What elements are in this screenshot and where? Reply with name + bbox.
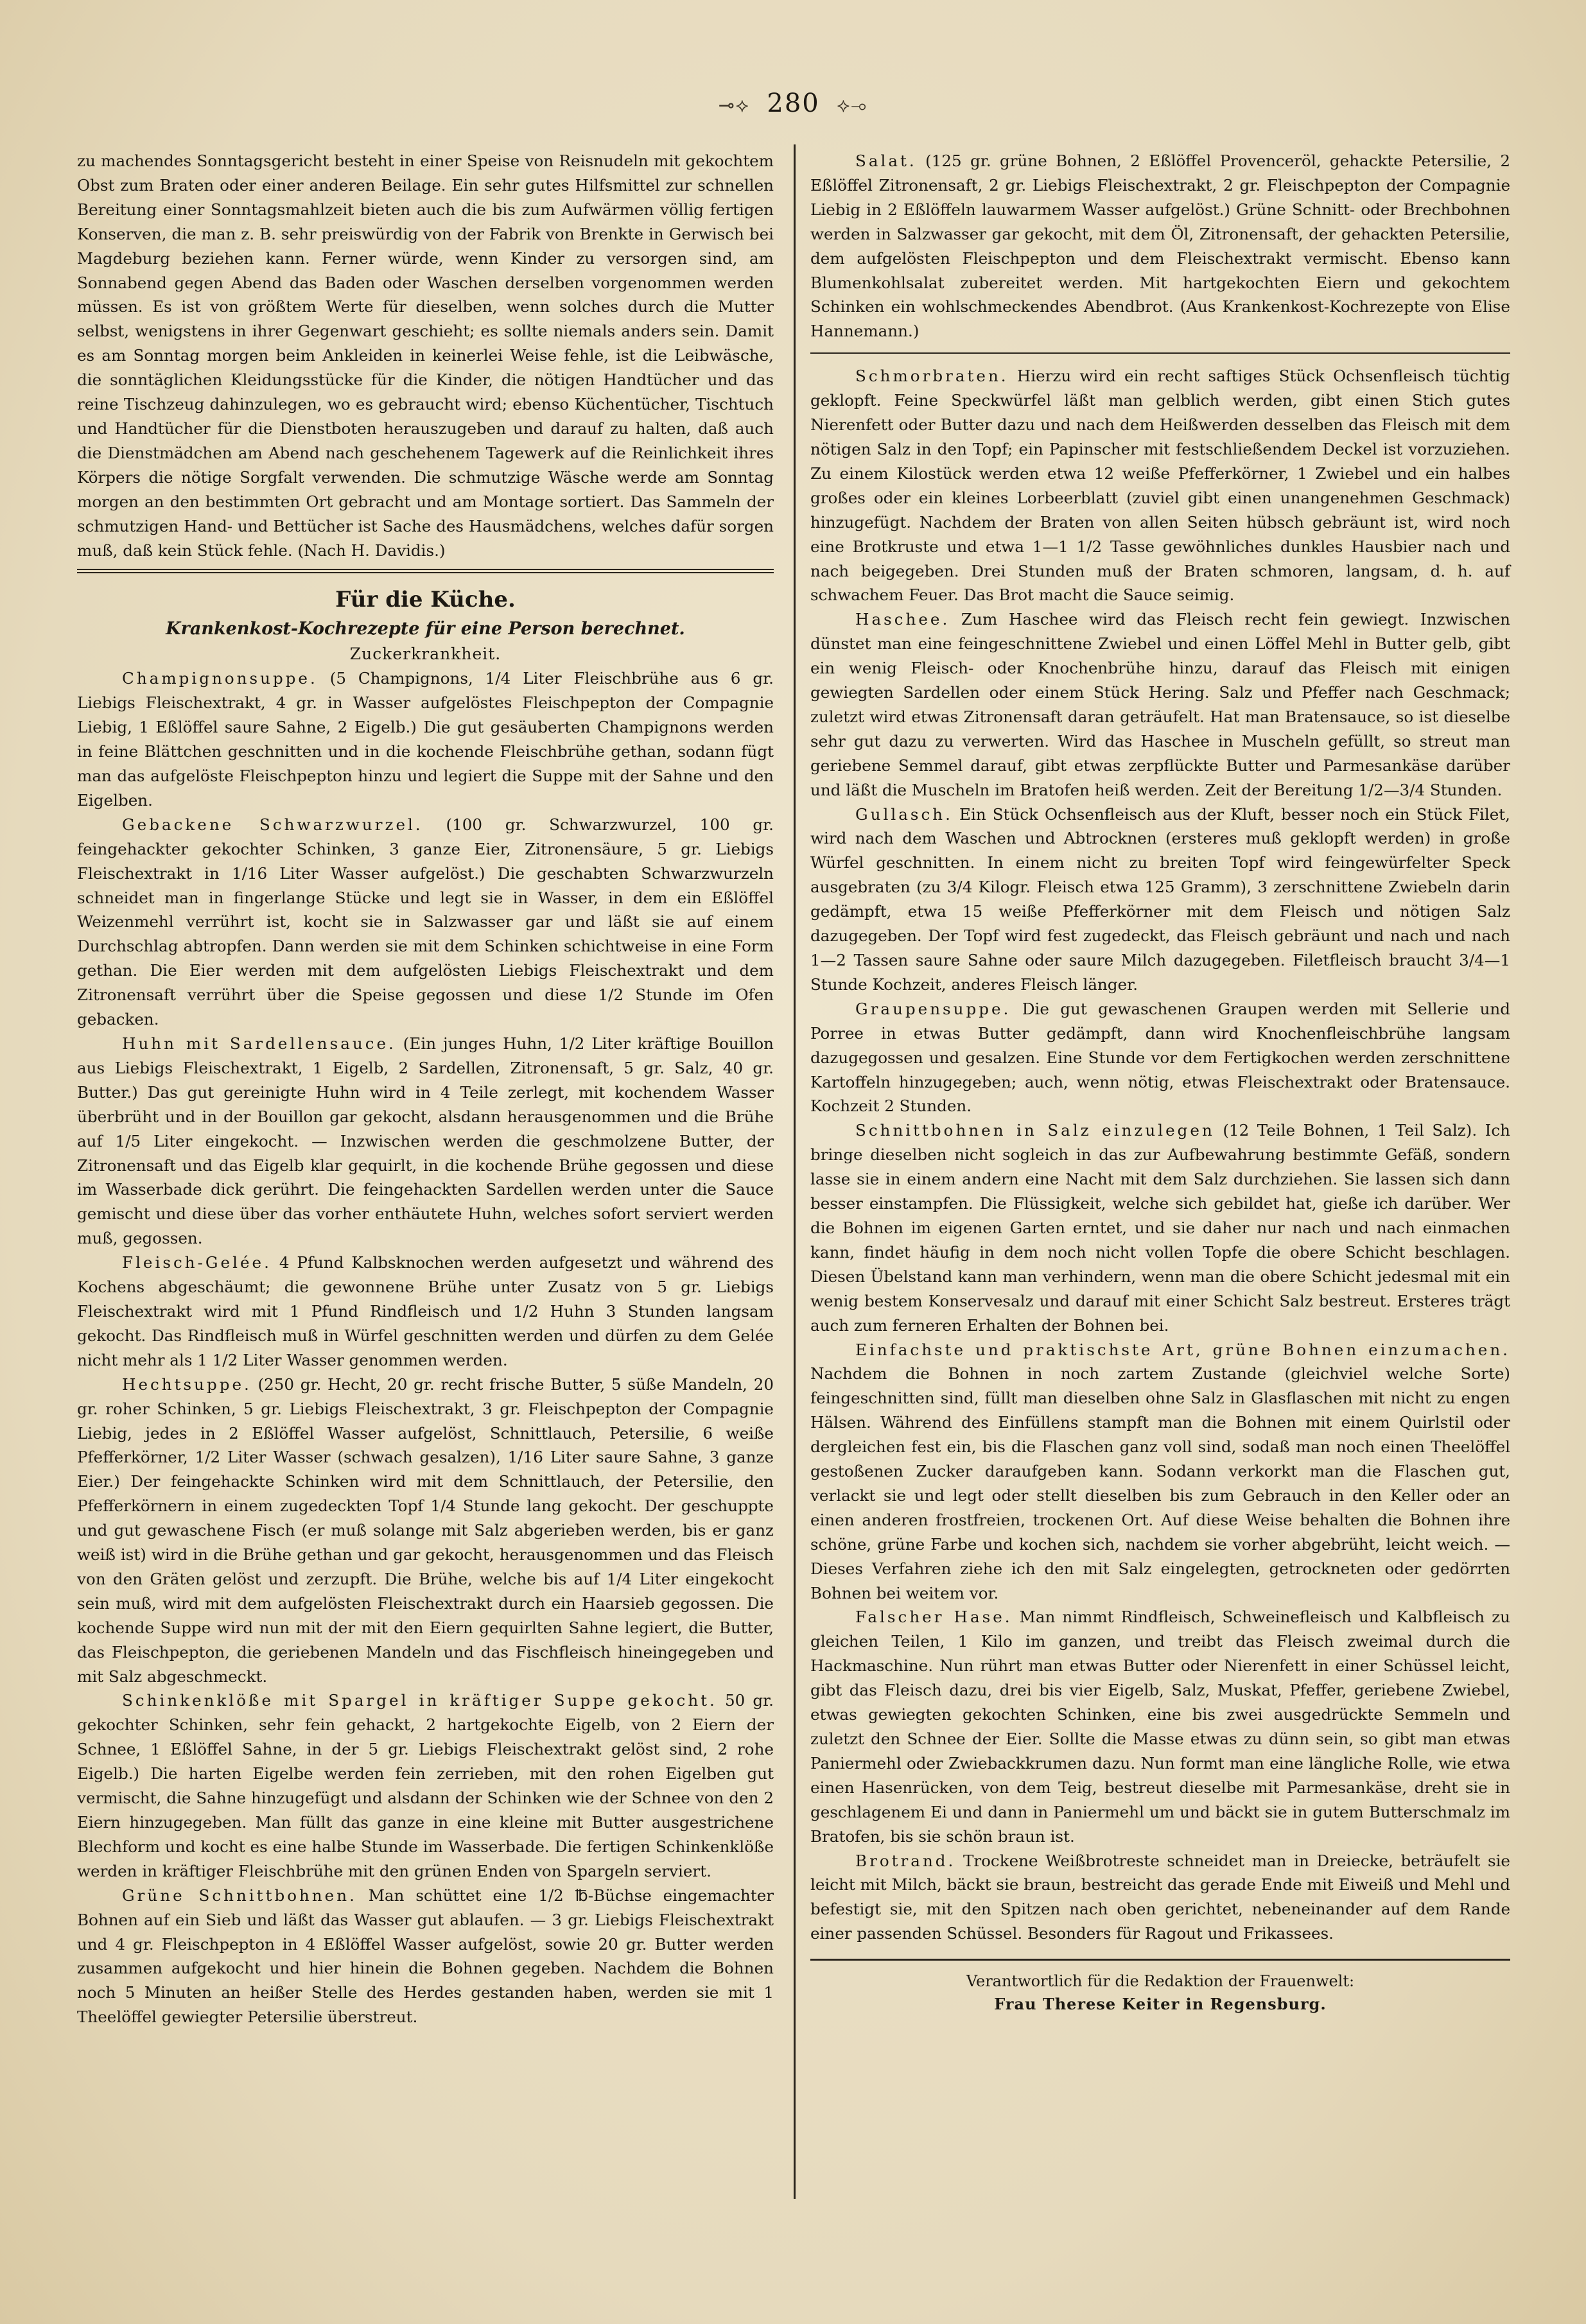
recipe-paragraph: [77, 1688, 774, 1883]
recipe-text: Man nimmt Rindfleisch, Schweinefleisch und Kalbfleisch zu gleichen Teilen, 1 Kilo im ganzen, und treibt das Fleisch zweimal durch die Hackmaschine. Nun rührt man etwas Butter oder Nierenfett in einer Schüssel leicht, gibt das Fleisch dazu, drei bis vier Eigelb, Salz, Muskat, Pfeffer, geriebene Zwiebel, etwas gewiegten gekochten Schinken, eine bis zwei ausgedrückte Semmeln und zuletzt den Schnee der Eier. Sollte die Masse etwas zu dünn sein, so gibt man etwas Paniermehl oder Zwiebackkrumen dazu. Nun formt man eine längliche Rolle, wie etwa einen Hasenrücken, von dem Teig, bestreut dieselbe mit Parmesankäse, dreht sie in geschlagenem Ei und dann in Paniermehl um und bäckt sie in gutem Butterschmalz im Bratofen, bis sie schön braun ist.: [810, 1608, 1510, 1846]
recipe-text: 4 Pfund Kalbsknochen werden aufgesetzt und während des Kochens abgeschäumt; die gewonnene Brühe unter Zusatz von 5 gr. Liebigs Fleischextrakt wird mit 1 Pfund Rindfleisch und 1/2 Huhn 3 Stunden langsam gekocht. Das Rindfleisch muß in Würfel geschnitten werden und dürfen zu dem Gelée nicht mehr als 1 1/2 Liter Wasser genommen werden.: [77, 1253, 774, 1369]
recipe-title: Falscher Hase.: [855, 1608, 1013, 1627]
intro-paragraph: zu machendes Sonntagsgericht besteht in einer Speise von Reisnudeln mit gekochtem Obst zum Braten oder einer anderen Beilage. Ein sehr gutes Hilfsmittel zur schnellen Bereitung einer Sonntagsmahlzeit bieten auch die bis zum Aufwärmen völlig fertigen Konserven, die man z. B. sehr preiswürdig von der Fabrik von Brenkte in Gerwisch bei Magdeburg beziehen kann. Ferner würde, wenn Kinder zu versorgen sind, am Sonnabend gegen Abend das Baden oder Waschen derselben vorgenommen werden müssen. Es ist von größtem Werte für dieselben, wenn solches durch die Mutter selbst, wenigstens in ihrer Gegenwart geschieht; es sollte niemals anders sein. Damit es am Sonntag morgen beim Ankleiden in keinerlei Weise fehle, ist die Leibwäsche, die sonntäglichen Kleidungsstücke für die Kinder, die nötigen Handtücher und das reine Tischzeug dahinzulegen, wo es gebraucht wird; ebenso Küchentücher, Tischtuch und Handtücher für die Dienstboten herauszugeben und darauf zu halten, daß auch die Dienstmädchen am Abend nach geschehenem Tagewerk auf die Reinlichkeit ihres Körpers die nötige Sorgfalt verwenden. Die schmutzige Wäsche werde am Sonntag morgen an den bestimmten Ort gebracht und am Montage sortiert. Das Sammeln der schmutzigen Hand- und Bettücher ist Sache des Hausmädchens, welches dafür sorgen muß, daß kein Stück fehle. (Nach H. Davidis.): [77, 152, 774, 560]
recipe-text: 50 gr. gekochter Schinken, sehr fein gehackt, 2 hartgekochte Eigelb, von 2 Eiern der Schnee, 1 Eßlöffel Sahne, in der 5 gr. Liebigs Fleischextrakt gelöst sind, 2 rohe Eigelb.) Die harten Eigelbe werden fein zerrieben, mit den rohen Eigelben gut vermischt, die Sahne hinzugefügt und alsdann der Schinken wie der Schnee von den 2 Eiern hinzugegeben. Man füllt das ganze in eine kleine mit Butter ausgestrichene Blechform und kocht es eine halbe Stunde im Wasserbade. Die fertigen Schinkenklöße werden in kräftiger Fleischbrühe mit den grünen Enden von Spargeln serviert.: [77, 1691, 774, 1880]
recipe-paragraph: [77, 813, 774, 1032]
recipe-paragraph: [77, 1884, 774, 2029]
recipe-title: Champignonsuppe.: [122, 669, 318, 688]
recipe-text: Die gut gewaschenen Graupen werden mit Sellerie und Porree in etwas Butter gedämpft, dann wird Knochenfleischbrühe langsam dazugegossen und gesalzen. Eine Stunde vor dem Fertigkochen werden zerschnittene Kartoffeln hinzugegeben; auch, wenn nötig, etwas Fleischextrakt oder Bratensauce. Kochzeit 2 Stunden.: [810, 999, 1510, 1116]
recipe-paragraph: [77, 1373, 774, 1689]
recipe-title: Haschee.: [855, 610, 950, 629]
column-divider: [794, 144, 796, 2199]
left-ornament-icon: ⊸⟡: [718, 94, 750, 117]
recipe-text: Nachdem die Bohnen in noch zartem Zustande (gleichviel welche Sorte) feingeschnitten sind, füllt man dieselben ohne Salz in Glasflaschen mit nicht zu engen Hälsen. Während des Einfüllens stampft man die Bohnen mit einem Quirlstil oder dergleichen fest ein, bis die Flaschen ganz voll sind, sodaß man noch einen Theelöffel gestoßenen Zucker daraufgeben kann. Sodann verkorkt man die Flaschen gut, verlackt sie und legt oder stellt dieselben bis zum Gebrauch in den Keller oder an einen anderen frostfreien, trockenen Ort. Auf diese Weise behalten die Bohnen ihre schöne, grüne Farbe und kochen sich, nachdem sie vorher abgebrüht, leicht weich. — Dieses Verfahren ziehe ich den mit Salz eingelegten, getrockneten oder gedörrten Bohnen bei weitem vor.: [810, 1364, 1510, 1602]
right-column: [810, 149, 1510, 2016]
recipe-title: Fleisch-Gelée.: [122, 1253, 272, 1272]
recipe-paragraph: [810, 364, 1510, 607]
recipe-title: Huhn mit Sardellensauce.: [122, 1034, 396, 1053]
recipe-paragraph: [810, 1849, 1510, 1947]
recipe-title: Schnittbohnen in Salz einzulegen: [855, 1121, 1215, 1140]
footer-line-2: Frau Therese Keiter in Regensburg.: [994, 1995, 1327, 2014]
recipe-title: Grüne Schnittbohnen.: [122, 1886, 357, 1905]
editorial-credit: [810, 1970, 1510, 2016]
section-heading: Für die Küche.: [335, 587, 516, 613]
recipe-paragraph: [810, 802, 1510, 997]
recipe-paragraph: [77, 1251, 774, 1373]
section-divider: [810, 352, 1510, 354]
recipe-text: Man schüttet eine 1/2 ℔-Büchse eingemachter Bohnen auf ein Sieb und läßt das Wasser gut ablaufen. — 3 gr. Liebigs Fleischextrakt und 4 gr. Fleischpepton in 4 Eßlöffel Wasser aufgelöst, sowie 20 gr. Butter werden zusammen aufgekocht und hier hinein die Bohnen gegeben. Nachdem die Bohnen noch 5 Minuten an heißer Stelle des Herdes gestanden haben, werden sie mit 1 Theelöffel gewiegter Petersilie überstreut.: [77, 1886, 774, 2027]
recipe-title: Graupensuppe.: [855, 999, 1011, 1018]
recipe-title: Brotrand.: [855, 1851, 956, 1870]
section-divider: [77, 569, 774, 570]
footer-divider: [810, 1959, 1510, 1961]
recipe-text: Trockene Weißbrotreste schneidet man in Dreiecke, beträufelt sie leicht mit Milch, bäckt sie braun, bestreicht das gerade Ende mit Eiweiß und Mehl und befestigt sie, mit den Spitzen nach oben gerichtet, nebeneinander auf dem Rande einer passenden Schüssel. Besonders für Ragout und Frikassees.: [810, 1851, 1510, 1943]
recipe-paragraph: [810, 1338, 1510, 1606]
recipe-title: Schmorbraten.: [855, 367, 1009, 386]
recipe-title: Gebackene Schwarzwurzel.: [122, 815, 423, 834]
footer-line-1: Verantwortlich für die Redaktion der Frauenwelt:: [966, 1972, 1355, 1991]
recipe-text: (100 gr. Schwarzwurzel, 100 gr. feingehackter gekochter Schinken, 3 ganze Eier, Zitronensäure, 5 gr. Liebigs Fleischextrakt in 1/16 Liter Wasser aufgelöst.) Die geschabten Schwarzwurzeln schneidet man in fingerlange Stücke und legt sie in Wasser, in dem ein Eßlöffel Weizenmehl verrührt ist, kocht sie in Salzwasser gar und läßt sie auf einem Durchschlag abtropfen. Dann werden sie mit dem Schinken schichtweise in eine Form gethan. Die Eier werden mit dem aufgelösten Liebigs Fleischextrakt und dem Zitronensaft verrührt über die Speise gegossen und diese 1/2 Stunde im Ofen gebacken.: [77, 815, 774, 1029]
recipe-text: (125 gr. grüne Bohnen, 2 Eßlöffel Provenceröl, gehackte Petersilie, 2 Eßlöffel Zitronensaft, 2 gr. Liebigs Fleischextrakt, 2 gr. Fleischpepton der Compagnie Liebig in 2 Eßlöffeln lauwarmem Wasser aufgelöst.) Grüne Schnitt- oder Brechbohnen werden in Salzwasser gar gekocht, mit dem Öl, Zitronensaft, der gehackten Petersilie, dem aufgelösten Fleischpepton und dem Fleischextrakt vermischt. Ebenso kann Blumenkohlsalat zubereitet werden. Mit hartgekochten Eiern und gekochtem Schinken ein wohlschmeckendes Abendbrot. (Aus Krankenkost-Kochrezepte von Elise Hannemann.): [810, 152, 1510, 341]
recipe-paragraph: [810, 1118, 1510, 1337]
recipe-text: Ein Stück Ochsenfleisch aus der Kluft, besser noch ein Stück Filet, wird nach dem Waschen und Abtrocknen (ersteres muß geklopft werden) in große Würfel geschnitten. In einem nicht zu breiten Topf wird feingewürfelter Speck ausgebraten (zu 3/4 Kilogr. Fleisch etwa 125 Gramm), 3 zerschnittene Zwiebeln darin gedämpft, etwa 15 weiße Pfefferkörner mit dem Fleisch und nötigen Salz dazugegeben. Der Topf wird fest zugedeckt, das Fleisch gebräunt und nach und nach 1—2 Tassen saure Sahne oder saure Milch dazugegeben. Filetfleisch braucht 3/4—1 Stunde Kochzeit, anderes Fleisch länger.: [810, 804, 1510, 994]
recipe-text: Hierzu wird ein recht saftiges Stück Ochsenfleisch tüchtig geklopft. Feine Speckwürfel läßt man gelblich werden, gibt einen Stich gutes Nierenfett oder Butter dazu und nach dem Heißwerden desselben das Fleisch mit dem nötigen Salz in den Topf; ein Papinscher mit festschließendem Deckel ist vorzuziehen. Zu einem Kilostück werden etwa 12 weiße Pfefferkörner, 1 Zwiebel und ein halbes großes oder ein kleines Lorbeerblatt (zuviel gibt einen unangenehmen Geschmack) hinzugefügt. Nachdem der Braten von allen Seiten hübsch gebräunt ist, wird noch eine Brotkruste und etwa 1—1 1/2 Tasse gewöhnliches dunkles Hausbier nach und nach beigegeben. Drei Stunden muß der Braten schmoren, langsam, d. h. auf schwachem Feuer. Das Brot macht die Sauce seimig.: [810, 367, 1510, 605]
right-ornament-icon: ⟡⊸: [837, 94, 868, 117]
recipe-paragraph: [810, 149, 1510, 343]
section-title: Zuckerkrankheit.: [349, 645, 501, 664]
recipe-paragraph: [810, 997, 1510, 1119]
recipe-title: Hechtsuppe.: [122, 1374, 252, 1394]
recipe-paragraph: [77, 666, 774, 812]
recipe-paragraph: [77, 1032, 774, 1251]
page-number: 280: [767, 89, 820, 118]
recipe-paragraph: [810, 1605, 1510, 1848]
recipe-paragraph: [810, 607, 1510, 802]
recipe-text: (5 Champignons, 1/4 Liter Fleischbrühe aus 6 gr. Liebigs Fleischextrakt, 4 gr. in Wasser aufgelöstes Fleischpepton der Compagnie Liebig, 1 Eßlöffel saure Sahne, 2 Eigelb.) Die gut gesäuberten Champignons werden in feine Blättchen geschnitten und in die kochende Fleischbrühe gethan, sodann fügt man das aufgelöste Fleischpepton hinzu und legiert die Suppe mit der Sahne und den Eigelben.: [77, 669, 774, 810]
recipe-title: Salat.: [855, 152, 917, 170]
section-subheading: Krankenkost-Kochrezepte für eine Person berechnet.: [166, 619, 685, 639]
recipe-title: Einfachste und praktischste Art, grüne Bohnen einzumachen.: [855, 1340, 1510, 1359]
recipe-text: Zum Haschee wird das Fleisch recht fein gewiegt. Inzwischen dünstet man eine feingeschnittene Zwiebel und einen Löffel Mehl in Butter gelb, gibt ein wenig Fleisch- oder Knochenbrühe hinzu, darauf das Fleisch mit einigen gewiegten Sardellen oder einem Stück Hering. Salz und Pfeffer nach Geschmack; zuletzt wird etwas Zitronensaft daran geträufelt. Hat man Bratensauce, so ist dieselbe sehr gut dazu zu verwerten. Wird das Haschee in Muscheln gefüllt, so streut man geriebene Semmel darauf, gibt etwas zerpflückte Butter und Parmesankäse darüber und läßt die Muscheln im Bratofen heiß werden. Zeit der Bereitung 1/2—3/4 Stunden.: [810, 610, 1510, 799]
recipe-text: (Ein junges Huhn, 1/2 Liter kräftige Bouillon aus Liebigs Fleischextrakt, 1 Eigelb, 2 Sardellen, Zitronensaft, 5 gr. Salz, 40 gr. Butter.) Das gut gereinigte Huhn wird in 4 Teile zerlegt, mit kochendem Wasser überbrüht und in der Bouillon gar gekocht, alsdann herausgenommen und die Brühe auf 1/5 Liter eingekocht. — Inzwischen werden die geschmolzene Butter, der Zitronensaft und das Eigelb klar gequirlt, in die kochende Brühe gegossen und diese im Wasserbade dick gerührt. Die feingehackten Sardellen werden unter die Sauce gemischt und diese über das vorher enthäutete Huhn, welches sofort serviert werden muß, gegossen.: [77, 1034, 774, 1248]
page-number-header: [0, 89, 1586, 118]
left-column: [77, 149, 774, 2029]
recipe-text: (12 Teile Bohnen, 1 Teil Salz). Ich bringe dieselben nicht sogleich in das zur Aufbewahrung bestimmte Gefäß, sondern lasse sie in einem andern eine Nacht mit dem Salz durchziehen. Sie lassen sich dann besser einstampfen. Die Flüssigkeit, welche sich gebildet hat, gieße ich darüber. Wer die Bohnen im eigenen Garten erntet, und sie daher nur nach und nach einmachen kann, findet häufig in dem noch nicht vollen Topfe die obere Schicht beschlagen. Diesen Übelstand kann man verhindern, wenn man die obere Schicht jedesmal mit ein wenig bestem Konservesalz und darauf mit einer Schicht Salz bestreut. Ersteres trägt auch zum ferneren Erhalten der Bohnen bei.: [810, 1121, 1510, 1335]
recipe-title: Schinkenklöße mit Spargel in kräftiger Suppe gekocht.: [122, 1691, 717, 1710]
recipe-text: (250 gr. Hecht, 20 gr. recht frische Butter, 5 süße Mandeln, 20 gr. roher Schinken, 5 gr. Liebigs Fleischextrakt, 3 gr. Fleischpepton der Compagnie Liebig, jedes in 2 Eßlöffel Wasser aufgelöst, Schnittlauch, Petersilie, 6 weiße Pfefferkörner, 1/2 Liter Wasser (schwach gesalzen), 1/16 Liter saure Sahne, 3 ganze Eier.) Der feingehackte Schinken wird mit dem Schnittlauch, der Petersilie, den Pfefferkörnern in einem zugedeckten Topf 1/4 Stunde lang gekocht. Der geschuppte und gut gewaschene Fisch (er muß solange mit Salz abgerieben werden, bis er ganz weiß ist) wird in die Brühe gethan und gar gekocht, herausgenommen und das Fleisch von den Gräten gelöst und zerzupft. Die Brühe, welche bis auf 1/4 Liter eingekocht sein muß, wird mit dem aufgelösten Fleischextrakt durch ein Haarsieb gegossen. Die kochende Suppe wird nun mit der mit den Eiern gequirlten Sahne legiert, die Butter, das Fleischpepton, die geriebenen Mandeln und das Fischfleisch hineingegeben und mit Salz abgeschmeckt.: [77, 1374, 774, 1686]
recipe-title: Gullasch.: [855, 804, 953, 824]
